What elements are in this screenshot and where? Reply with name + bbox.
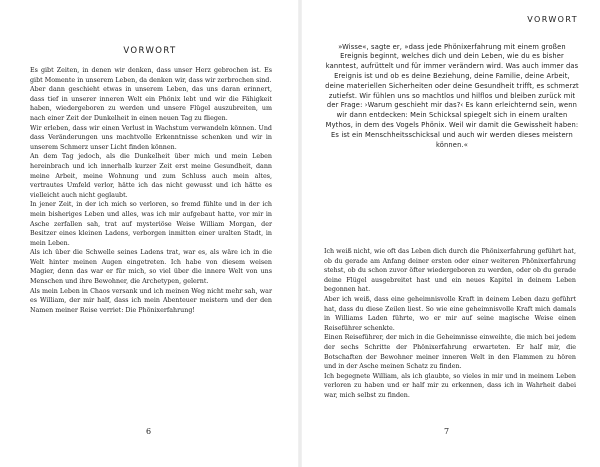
paragraph: Einen Reiseführer, der mich in die Geheimnisse einweihte, die mich bei jedem der sechs Schritte der Phönixerfahrung erwarteten. Er half mir, die Botschaften der Bewohner meiner inneren Welt in den Flammen zu hören und in der Asche meinen Schatz zu finden. — [324, 334, 576, 371]
quote-block — [324, 36, 580, 157]
page-number: 7 — [444, 427, 450, 436]
paragraph: Es gibt Zeiten, in denen wir denken, dass unser Herz gebrochen ist. Es gibt Momente in unserem Leben, da denken wir, dass wir zerbrochen sind. — [30, 67, 272, 84]
paragraph: Wir erleben, dass wir einen Verlust in Wachstum verwandeln können. Und dass Veränderungen uns machtvolle Erkenntnisse schenken und wir in unserem Schmerz unser Licht finden können. — [30, 124, 272, 151]
paragraph: In jener Zeit, in der ich mich so verloren, so fremd fühlte und in der ich mein bisheriges Leben und alles, was ich mir aufgebaut hatte, vor mir in Asche zerfallen sah, trat auf mysteriöse Weise William Morgan, der Besitzer eines kleinen Ladens, verborgen inmitten einer uralten Stadt, in mein Leben. — [30, 201, 272, 247]
paragraph: Aber dann geschieht etwas in unserem Leben, das uns daran erinnert, dass tief in unserer inneren Welt ein Phönix lebt und wir die Fähigkeit haben, wiedergeboren zu werden und unsere Flügel auszubreiten, um nach einer Zeit der Dunkelheit in einen neuen Tag zu fliegen. — [30, 86, 272, 122]
right-page-body — [324, 247, 576, 401]
quote-text: »Wisse«, sagte er, »dass jede Phönixerfahrung mit einem großen Ereignis beginnt, welches dich und dein Leben, wie du es bisher kanntest, aufrüttelt und für immer verändern wird. Was auch immer das Ereignis ist und ob es deine Beziehung, deine Familie, deine Arbeit, deine materiellen Sicherheiten oder deine Gesundheit trifft, es schmerzt zutiefst. Wir fühlen uns so machtlos und hilflos und bleiben zurück mit der Frage: ›Warum geschieht mir das?‹ Es kann erleichternd sein, wenn wir dann entdecken: Mein Schicksal spiegelt sich in einem uralten Mythos, in dem des Vogels Phönix. Weil wir damit die Gewissheit haben: Es ist ein Menschheitsschicksal und auch wir werden dieses meistern können.« — [325, 42, 579, 149]
chapter-title: VORWORT — [123, 46, 177, 56]
paragraph: Als ich über die Schwelle seines Ladens trat, war es, als wäre ich in die Welt hinter meinen Augen eingetreten. Ich habe von diesem weisen Magier, denn das war er für mich, so viel über die innere Welt von uns Menschen und ihre Bewohner, die Archetypen, gelernt. — [30, 249, 272, 286]
left-page-body — [30, 66, 272, 315]
page-number: 6 — [146, 427, 152, 436]
paragraph: Aber ich weiß, dass eine geheimnisvolle Kraft in deinem Leben dazu geführt hat, dass du diese Zeilen liest. So wie eine geheimnisvolle Kraft mich damals in Williams Laden führte, wo er mir auf seine magische Weise einen Reiseführer schenkte. — [324, 295, 576, 332]
paragraph: Als mein Leben in Chaos versank und ich meinen Weg nicht mehr sah, war es William, der mir half, dass ich mein Abenteuer meistern und der den Namen meiner Reise verriet: Die Phönixerfahrung! — [30, 287, 272, 314]
paragraph: Ich begegnete William, als ich glaubte, so vieles in mir und in meinem Leben verloren zu haben und er half mir zu erkennen, dass ich in Wahrheit dabei war, mich selbst zu finden. — [324, 372, 576, 399]
running-head: VORWORT — [527, 15, 578, 24]
paragraph: Ich weiß nicht, wie oft das Leben dich durch die Phönixerfahrung geführt hat, ob du gerade am Anfang deiner ersten oder einer weiteren Phönixerfahrung stehst, ob du schon zuvor öfter wiedergeboren zu werden, oder ob du gerade deine Flügel ausgebreitet hast und ein neues Kapitel in deinem Leben begonnen hat. — [324, 248, 576, 294]
paragraph: An dem Tag jedoch, als die Dunkelheit über mich und mein Leben hereinbrach und ich innerhalb kurzer Zeit erst meine Gesundheit, dann meine Arbeit, meine Wohnung und zum Schluss auch mein altes, vertrautes Umfeld verlor, hätte ich das nicht gewusst und ich hätte es vielleicht auch nicht geglaubt. — [30, 153, 272, 199]
